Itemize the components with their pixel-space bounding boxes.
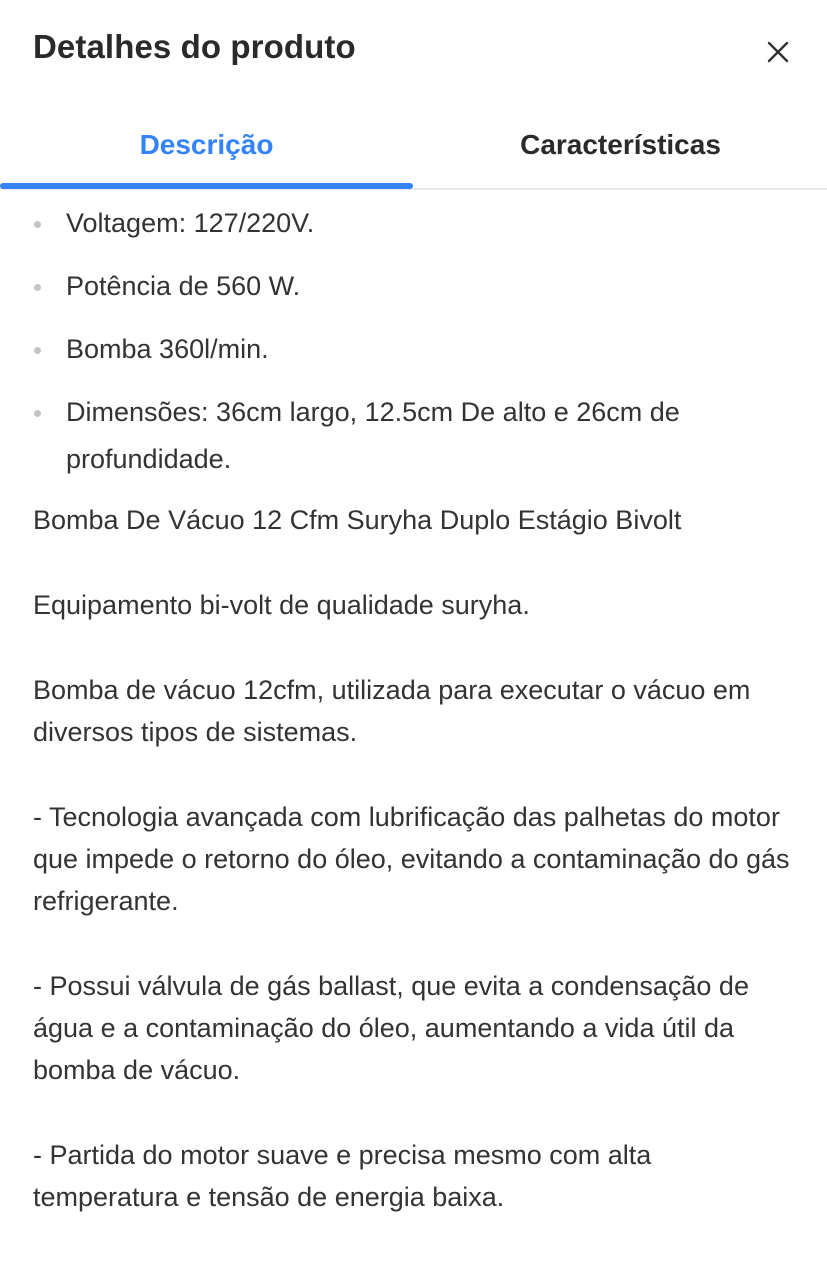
product-name-paragraph: Bomba De Vácuo 12 Cfm Suryha Duplo Estágio Bivolt [33,505,682,535]
list-item-text: Bomba 360l/min. [66,334,269,364]
description-content [0,200,827,1218]
spec-list [0,200,827,483]
description-paragraph: - Tecnologia avançada com lubrificação das palhetas do motor que impede o retorno do óleo, evitando a contaminação do gás refrigerante. [33,802,790,916]
sheet-header [0,0,827,100]
page-title: Detalhes do produto [33,28,356,65]
bullet-dot-icon [34,221,41,228]
bullet-dot-icon [34,410,41,417]
list-item [0,326,827,373]
list-item [0,263,827,310]
active-tab-indicator [0,183,413,189]
tab-caracteristicas[interactable]: Características [520,129,721,160]
tab-descricao[interactable]: Descrição [139,129,274,160]
description-paragraph: - Possui válvula de gás ballast, que evita a condensação de água e a contaminação do óleo, aumentando a vida útil da bomba de vácuo. [33,971,749,1085]
close-button[interactable] [760,34,796,70]
description-paragraph: Bomba de vácuo 12cfm, utilizada para executar o vácuo em diversos tipos de sistemas. [33,675,751,747]
list-item [0,389,827,483]
list-item-text: Voltagem: 127/220V. [66,208,315,238]
list-item [0,200,827,247]
close-icon [760,34,796,70]
list-item-text: Potência de 560 W. [66,271,301,301]
bullet-dot-icon [34,347,41,354]
tab-bar [0,100,827,190]
bullet-dot-icon [34,284,41,291]
description-paragraph: Equipamento bi-volt de qualidade suryha. [33,590,530,620]
list-item-text: Dimensões: 36cm largo, 12.5cm De alto e 26cm de profundidade. [66,397,680,474]
description-paragraph: - Partida do motor suave e precisa mesmo com alta temperatura e tensão de energia baixa. [33,1140,652,1212]
